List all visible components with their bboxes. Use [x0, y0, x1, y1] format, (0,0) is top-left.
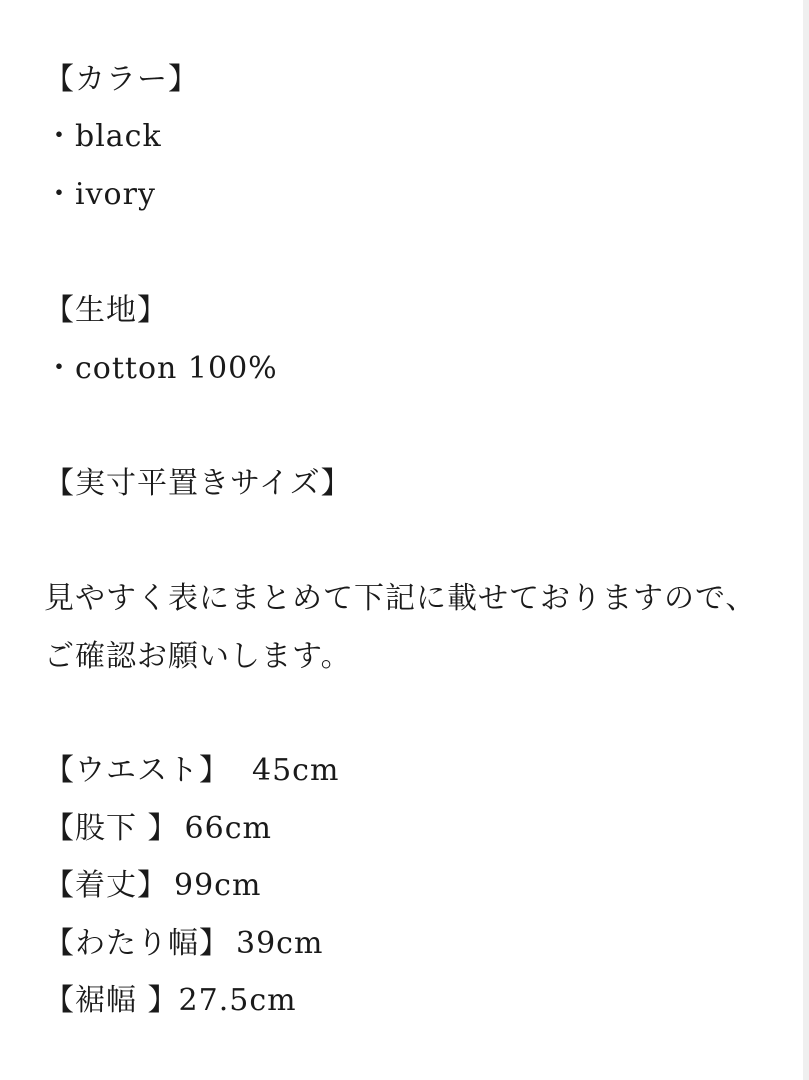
measurement-hem-width [44, 981, 297, 1021]
size-heading: 【実寸平置きサイズ】 [44, 466, 352, 501]
measurement-label: 【わたり幅】 [44, 926, 230, 961]
measurement-label: 【裾幅 】 [44, 983, 179, 1018]
fabric-item-cotton: ・cotton 100% [44, 351, 278, 386]
measurement-inseam [44, 809, 272, 849]
size-note-line-2: ご確認お願いします。 [44, 639, 352, 674]
measurement-length [44, 866, 261, 906]
measurement-waist [44, 751, 339, 791]
measurement-value: 27.5cm [178, 983, 297, 1018]
measurement-thigh-width [44, 924, 323, 964]
measurement-label: 【着丈】 [44, 868, 168, 903]
measurement-value: 99cm [174, 868, 262, 903]
measurement-label: 【股下 】 [44, 811, 179, 846]
measurement-value: 45cm [252, 753, 340, 788]
size-note-line-1: 見やすく表にまとめて下記に載せておりますので、 [44, 581, 757, 616]
measurement-label: 【ウエスト】 [44, 753, 230, 788]
color-heading: 【カラー】 [44, 62, 199, 97]
fabric-heading: 【生地】 [44, 293, 168, 328]
measurement-value: 66cm [184, 811, 272, 846]
color-item-black: ・black [44, 119, 162, 154]
color-item-ivory: ・ivory [44, 177, 156, 212]
measurement-value: 39cm [236, 926, 324, 961]
page-edge-divider [803, 0, 809, 1080]
